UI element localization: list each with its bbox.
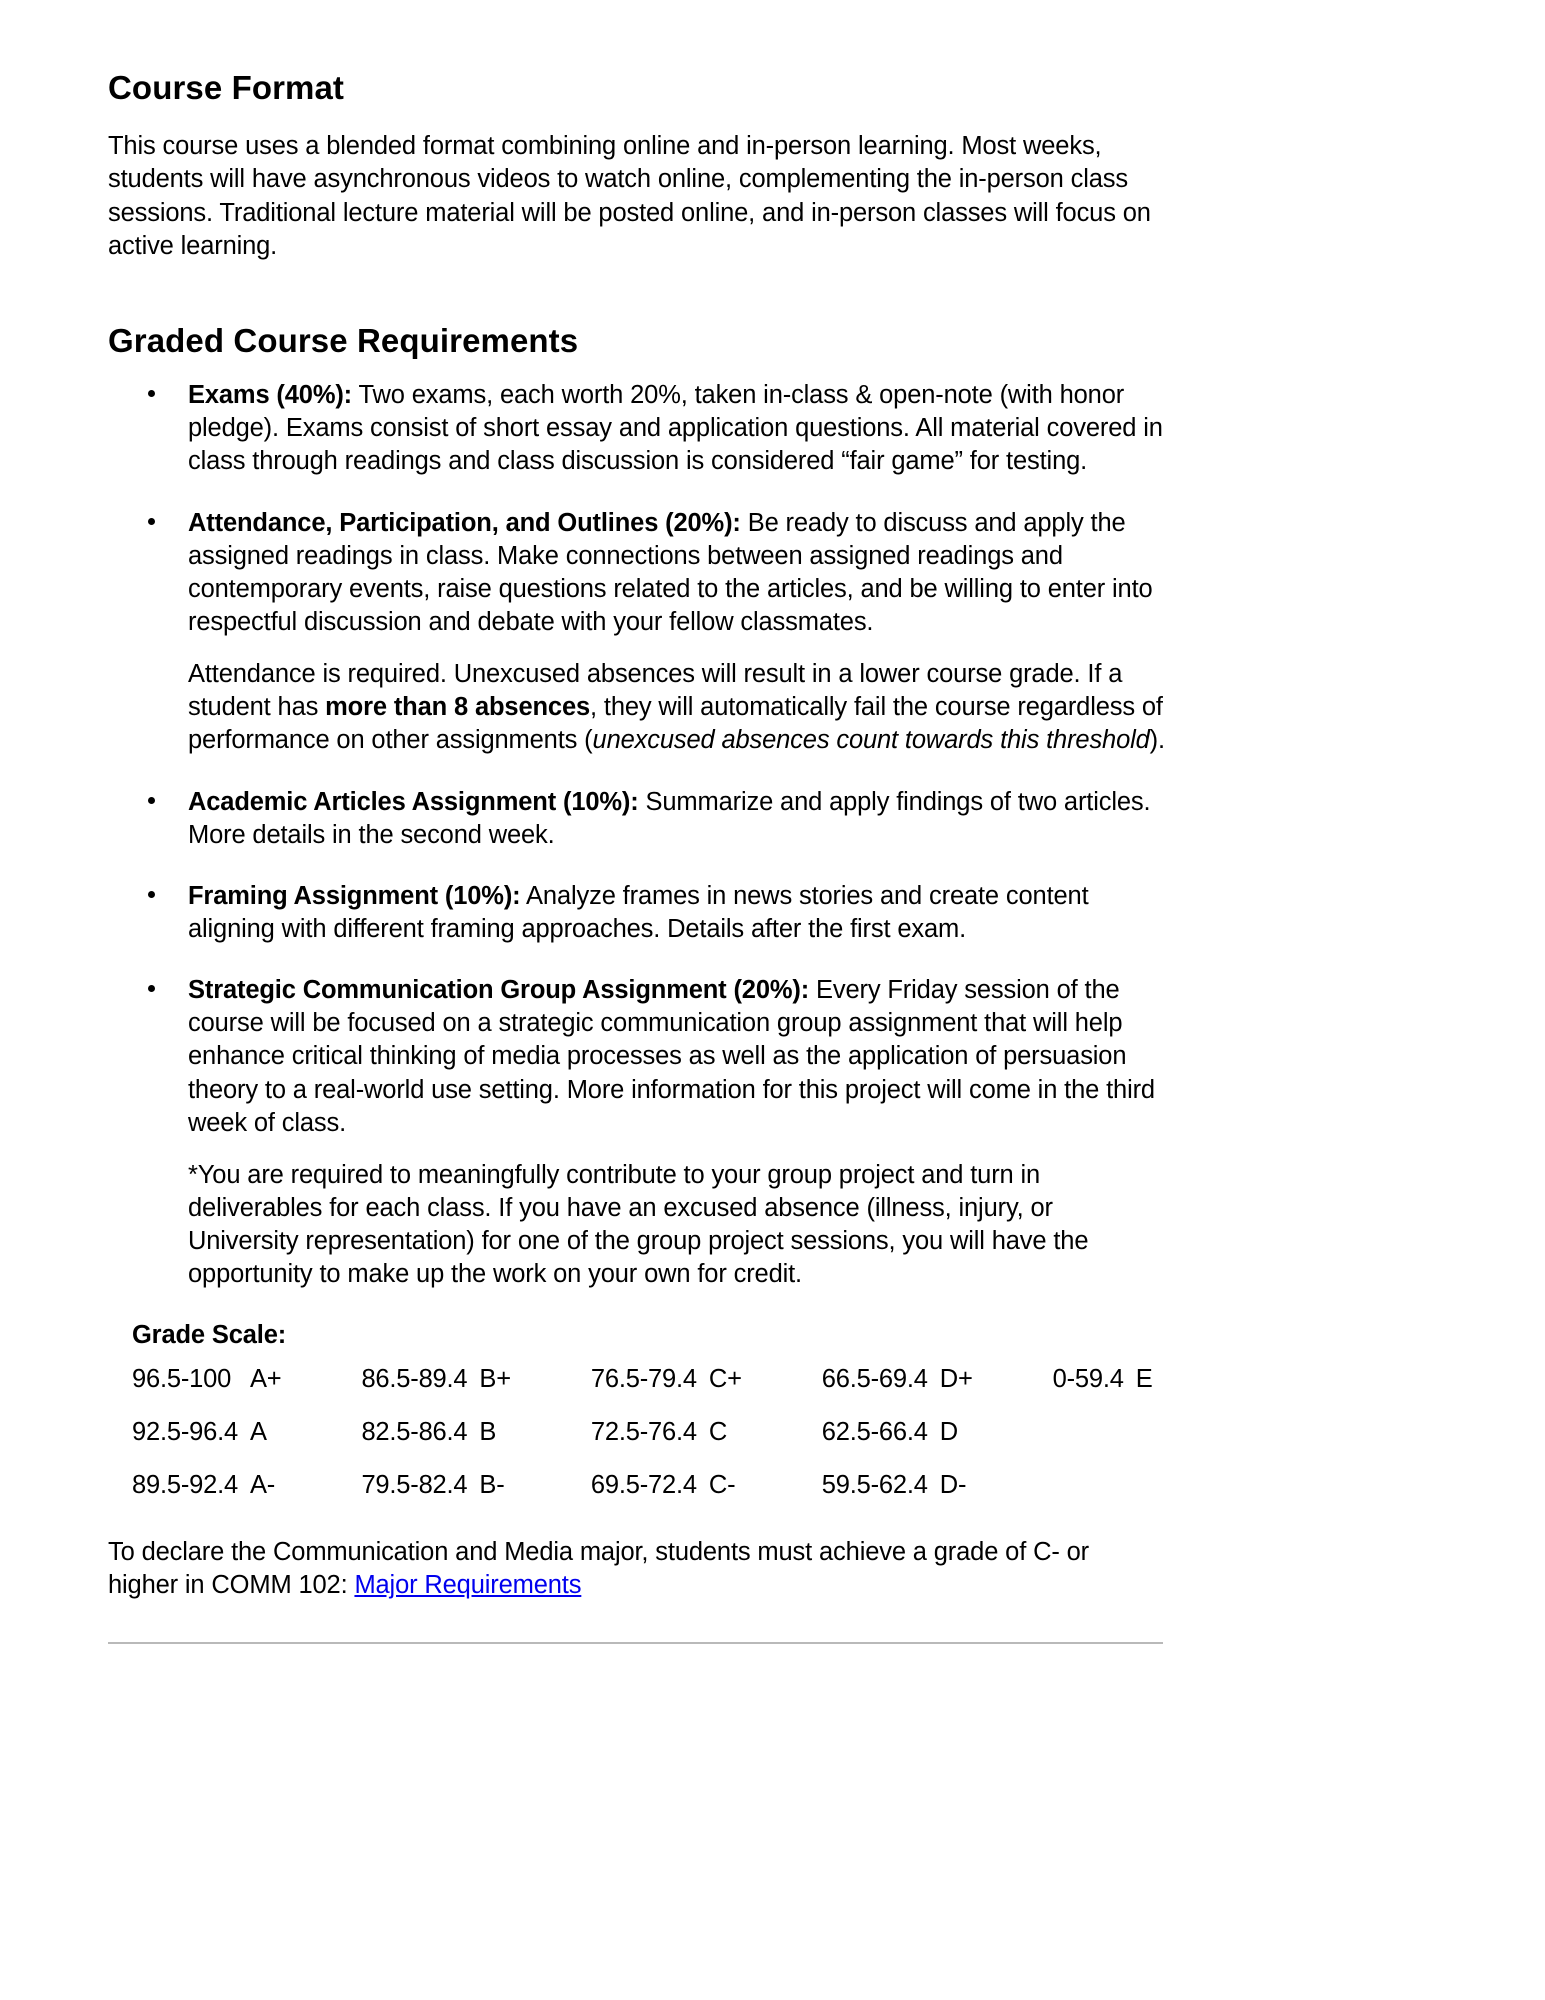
grade-letter: A	[249, 1417, 267, 1446]
grade-range: 79.5-82.4	[361, 1470, 468, 1499]
bullet-icon	[148, 985, 155, 992]
requirement-exams	[188, 379, 1168, 478]
grade-scale-title: Grade Scale:	[132, 1321, 287, 1350]
grade-letter: A-	[249, 1470, 276, 1499]
footer-divider	[108, 1642, 1163, 1644]
grade-range: 92.5-96.4	[132, 1417, 238, 1446]
grade-range: 66.5-69.4	[821, 1364, 928, 1393]
grade-letter: D+	[939, 1364, 973, 1393]
requirement-body: Every Friday session of the course will be focused on a strategic communication group assignment that will help enhance critical thinking of media processes as well as the application of persuasion theory to a real-world use setting. More information for this project will come in the third week of class.	[188, 976, 1155, 1137]
document-body	[108, 70, 1168, 1644]
requirement-body: Be ready to discuss and apply the assigned readings in class. Make connections between assigned readings and contemporary events, raise questions related to the articles, and be willing to enter into respectful discussion and debate with your fellow classmates.	[188, 508, 1153, 636]
table-row	[132, 1363, 1233, 1416]
list-item	[108, 974, 1168, 1291]
grade-letter: C	[708, 1417, 728, 1446]
attendance-policy-paragraph	[188, 658, 1168, 757]
attendance-policy-italic: unexcused absences count towards this threshold	[592, 726, 1150, 755]
requirement-body: Summarize and apply findings of two articles. More details in the second week.	[188, 787, 1151, 849]
requirement-body: Analyze frames in news stories and create content aligning with different framing approaches. Details after the first exam.	[188, 881, 1089, 943]
graded-requirements-heading: Graded Course Requirements	[108, 321, 579, 359]
requirement-framing	[188, 880, 1168, 946]
grade-letter: C+	[708, 1364, 742, 1393]
grade-scale-block	[132, 1319, 1168, 1502]
attendance-threshold-bold: more than 8 absences	[325, 693, 591, 722]
grade-range: 62.5-66.4	[821, 1417, 928, 1446]
list-item	[108, 786, 1168, 852]
table-row	[132, 1416, 1233, 1469]
graded-requirements-list	[108, 379, 1168, 1291]
group-project-note: *You are required to meaningfully contribute to your group project and turn in deliverables for each class. If you have an excused absence (illness, injury, or University representation) for one of the group project sessions, you will have the opportunity to make up the work on your own for credit.	[188, 1160, 1089, 1289]
requirement-lead: Academic Articles Assignment (10%):	[188, 787, 639, 816]
grade-letter: D	[939, 1417, 958, 1446]
list-item	[108, 880, 1168, 946]
requirement-lead: Framing Assignment (10%):	[188, 881, 521, 910]
bullet-icon	[148, 891, 155, 898]
grade-letter: A+	[249, 1364, 282, 1393]
grade-range	[1053, 1416, 1136, 1469]
bullet-icon	[148, 518, 155, 525]
grade-scale-table	[132, 1363, 1233, 1502]
grade-range	[1053, 1469, 1136, 1502]
list-item	[108, 507, 1168, 758]
major-declaration-paragraph	[108, 1536, 1163, 1602]
grade-range: 76.5-79.4	[590, 1364, 697, 1393]
course-format-heading: Course Format	[108, 69, 345, 106]
grade-letter	[1136, 1416, 1233, 1469]
attendance-policy-part2: , they will automatically fail the course regardless of performance on other assignments (	[188, 693, 1163, 755]
grade-letter: D-	[939, 1470, 967, 1499]
grade-range: 82.5-86.4	[361, 1417, 468, 1446]
major-requirements-link[interactable]: Major Requirements	[354, 1571, 582, 1600]
bullet-icon	[148, 797, 155, 804]
bullet-icon	[148, 390, 155, 397]
grade-range: 59.5-62.4	[821, 1470, 928, 1499]
requirement-lead: Exams (40%):	[188, 381, 353, 410]
grade-letter	[1136, 1469, 1233, 1502]
requirement-lead: Strategic Communication Group Assignment (20%):	[188, 976, 810, 1005]
requirement-academic-articles	[188, 786, 1168, 852]
grade-range: 69.5-72.4	[590, 1470, 697, 1499]
course-format-paragraph: This course uses a blended format combining online and in-person learning. Most weeks, students will have asynchronous videos to watch online, complementing the in-person class sessions. Traditional lecture material will be posted online, and in-person classes will focus on active learning.	[108, 132, 1151, 260]
grade-letter: B	[479, 1417, 497, 1446]
closing-block	[108, 1536, 1163, 1602]
requirement-body: Two exams, each worth 20%, taken in-class & open-note (with honor pledge). Exams consist of short essay and application questions. All material covered in class through readings and class discussion is considered “fair game” for testing.	[188, 381, 1163, 476]
grade-range: 96.5-100	[132, 1364, 232, 1393]
table-row	[132, 1469, 1233, 1502]
grade-range: 89.5-92.4	[132, 1470, 238, 1499]
attendance-policy-part1: Attendance is required. Unexcused absences will result in a lower course grade. If a student has	[188, 660, 1123, 722]
requirement-lead: Attendance, Participation, and Outlines (20%):	[188, 508, 741, 537]
grade-letter: B+	[479, 1364, 511, 1393]
grade-letter: E	[1135, 1364, 1153, 1393]
requirement-strategic-comm-group	[188, 974, 1168, 1140]
grade-range: 0-59.4	[1052, 1364, 1124, 1393]
grade-letter: C-	[708, 1470, 736, 1499]
grade-range: 86.5-89.4	[361, 1364, 468, 1393]
attendance-policy-part3: ).	[1149, 726, 1165, 755]
requirement-attendance	[188, 507, 1168, 640]
grade-letter: B-	[479, 1470, 505, 1499]
major-declaration-text: To declare the Communication and Media major, students must achieve a grade of C- or higher in COMM 102:	[108, 1537, 1089, 1600]
list-item	[108, 379, 1168, 478]
grade-range: 72.5-76.4	[590, 1417, 697, 1446]
